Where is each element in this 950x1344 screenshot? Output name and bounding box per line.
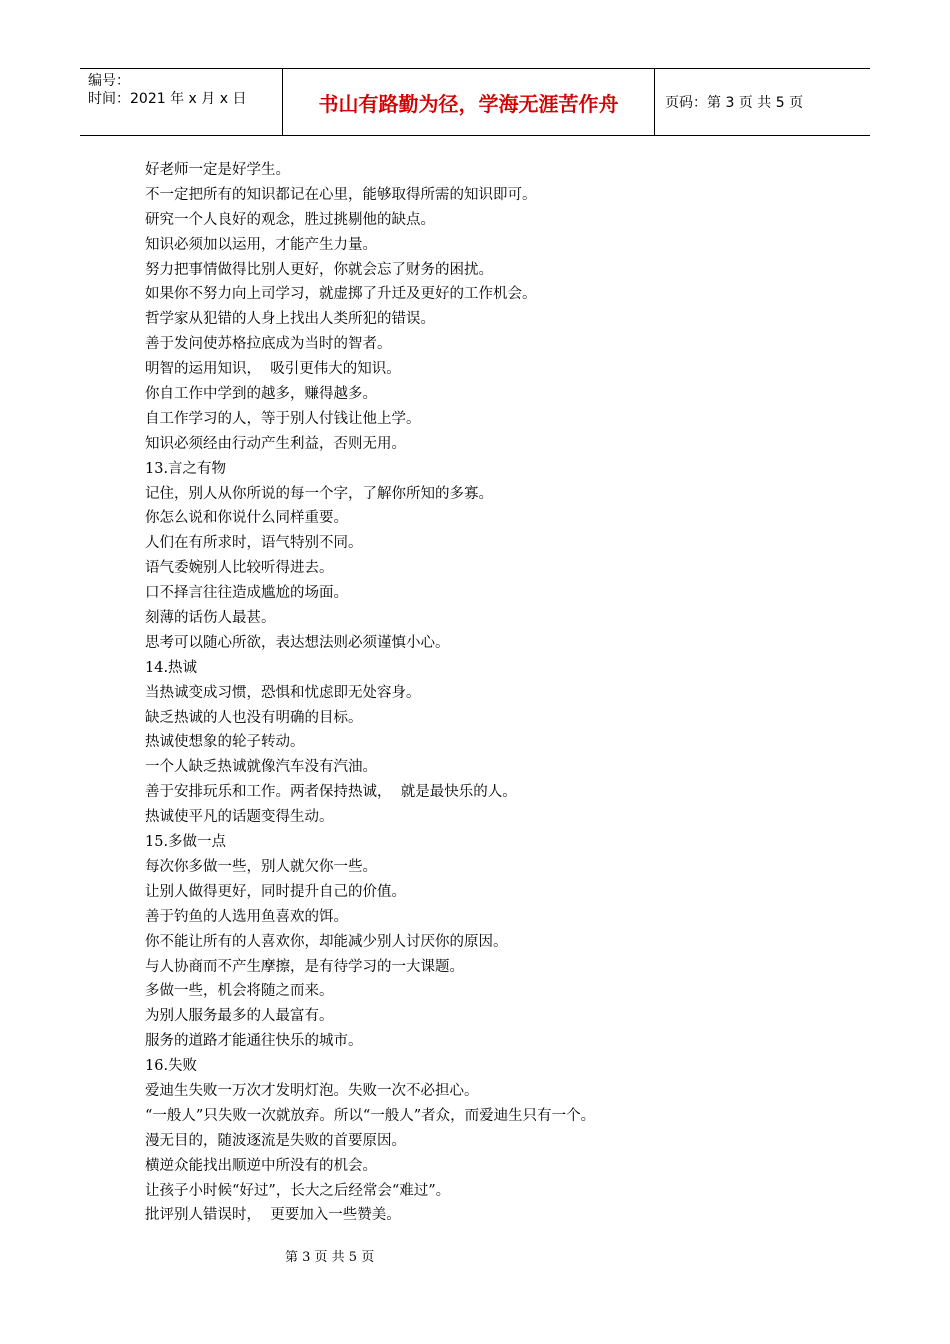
text-line: 不一定把所有的知识都记在心里，能够取得所需的知识即可。: [145, 186, 537, 203]
text-line: 努力把事情做得比别人更好，你就会忘了财务的困扰。: [145, 261, 493, 278]
text-line: 漫无目的，随波逐流是失败的首要原因。: [145, 1132, 406, 1149]
text-line: 爱迪生失败一万次才发明灯泡。失败一次不必担心。: [145, 1082, 479, 1099]
text-line: 缺乏热诚的人也没有明确的目标。: [145, 709, 363, 726]
text-line: 当热诚变成习惯，恐惧和忧虑即无处容身。: [145, 684, 421, 701]
text-line: 明智的运用知识， 吸引更伟大的知识。: [145, 361, 401, 378]
text-line: 知识必须加以运用，才能产生力量。: [145, 236, 377, 253]
text-line: 记住，别人从你所说的每一个字，了解你所知的多寡。: [145, 485, 493, 502]
text-line: 哲学家从犯错的人身上找出人类所犯的错误。: [145, 311, 435, 328]
text-line: 为别人服务最多的人最富有。: [145, 1008, 334, 1025]
text-line: 13.言之有物: [145, 460, 227, 477]
page-header: [80, 68, 870, 136]
text-line: 让孩子小时候“好过”，长大之后经常会“难过”。: [145, 1182, 451, 1199]
text-line: 服务的道路才能通往快乐的城市。: [145, 1033, 363, 1050]
document-number-label: 编号：: [88, 73, 130, 89]
text-line: 批评别人错误时， 更要加入一些赞美。: [145, 1207, 401, 1224]
text-line: 横逆众能找出顺逆中所没有的机会。: [145, 1157, 377, 1174]
text-line: 你不能让所有的人喜欢你，却能减少别人讨厌你的原因。: [145, 933, 508, 950]
text-line: 好老师一定是好学生。: [145, 162, 290, 178]
header-motto: 书山有路勤为径，学海无涯苦作舟: [283, 69, 655, 135]
text-line: 语气委婉别人比较听得进去。: [145, 560, 334, 577]
header-meta: [80, 69, 283, 135]
text-line: 你自工作中学到的越多，赚得越多。: [145, 386, 377, 403]
text-line: 思考可以随心所欲，表达想法则必须谨慎小心。: [145, 634, 450, 651]
page-footer: 第 3 页 共 5 页: [285, 1250, 375, 1265]
text-line: 如果你不努力向上司学习，就虚掷了升迁及更好的工作机会。: [145, 286, 537, 303]
text-line: 16.失败: [145, 1058, 198, 1075]
text-line: 你怎么说和你说什么同样重要。: [145, 510, 348, 527]
text-line: 自工作学习的人，等于别人付钱让他上学。: [145, 410, 421, 427]
text-line: 善于安排玩乐和工作。两者保持热诚， 就是最快乐的人。: [145, 784, 517, 801]
text-line: 口不择言往往造成尴尬的场面。: [145, 585, 348, 602]
text-line: 每次你多做一些，别人就欠你一些。: [145, 858, 377, 875]
text-line: 15.多做一点: [145, 834, 227, 851]
document-time: 时间：2021 年 x 月 x 日: [88, 91, 247, 107]
text-line: 多做一些，机会将随之而来。: [145, 983, 334, 1000]
text-line: “一般人”只失败一次就放弃。所以“一般人”者众，而爱迪生只有一个。: [145, 1107, 596, 1124]
header-page-info: 页码：第 3 页 共 5 页: [665, 95, 804, 111]
text-line: 一个人缺乏热诚就像汽车没有汽油。: [145, 759, 377, 776]
text-line: 与人协商而不产生摩擦，是有待学习的一大课题。: [145, 958, 464, 975]
text-line: 善于钓鱼的人选用鱼喜欢的饵。: [145, 908, 348, 925]
text-line: 热诚使平凡的话题变得生动。: [145, 809, 334, 826]
text-line: 人们在有所求时，语气特别不同。: [145, 535, 363, 552]
text-line: 善于发问使苏格拉底成为当时的智者。: [145, 336, 392, 353]
text-line: 研究一个人良好的观念，胜过挑剔他的缺点。: [145, 211, 435, 228]
document-body: [145, 158, 845, 1228]
text-line: 热诚使想象的轮子转动。: [145, 734, 305, 751]
text-line: 刻薄的话伤人最甚。: [145, 610, 276, 627]
text-line: 知识必须经由行动产生利益，否则无用。: [145, 435, 406, 452]
text-line: 14.热诚: [145, 659, 198, 676]
text-line: 让别人做得更好，同时提升自己的价值。: [145, 883, 406, 900]
